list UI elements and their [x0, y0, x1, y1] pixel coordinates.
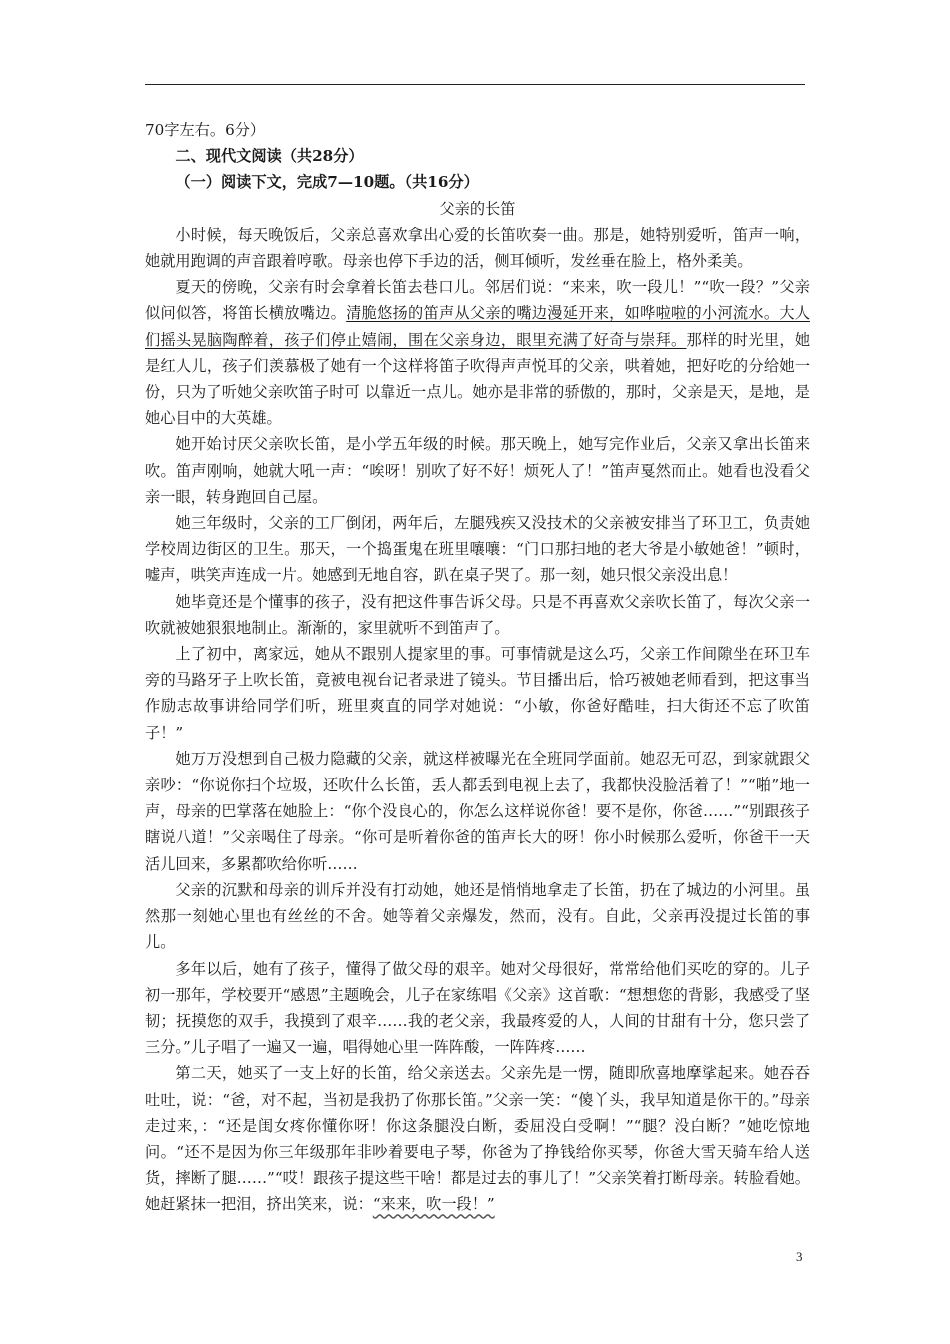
article-paragraph	[145, 746, 810, 877]
paragraph-text: 多年以后，她有了孩子，懂得了做父母的艰辛。她对父母很好，常常给他们买吃的穿的。儿子初一那年，学校要开“感恩”主题晚会，儿子在家练唱《父亲》这首歌：“想想您的背影，我感受了坚韧；抚摸您的双手，我摸到了艰辛……我的老父亲，我最疼爱的人，人间的甘甜有十分，您只尝了三分。”儿子唱了一遍又一遍，唱得她心里一阵阵酸，一阵阵疼……	[145, 959, 810, 1057]
article-paragraph	[145, 510, 810, 589]
page-content	[145, 117, 810, 1218]
subsection-heading: （一）阅读下文，完成7—10题。（共16分）	[175, 173, 479, 192]
paragraph-text: 她开始讨厌父亲吹长笛，是小学五年级的时候。那天晚上，她写完作业后，父亲又拿出长笛来吹。笛声刚响，她就大吼一声：“唉呀！别吹了好不好！烦死人了！”笛声戛然而止。她看也没看父亲一眼，转身跑回自己屋。	[145, 435, 810, 506]
paragraph-text: 她三年级时，父亲的工厂倒闭，两年后，左腿残疾又没技术的父亲被安排当了环卫工，负责她学校周边街区的卫生。那天，一个捣蛋鬼在班里嚷嚷：“门口那扫地的老大爷是小敏她爸！”顿时，嘘声，哄笑声连成一片。她感到无地自容，趴在桌子哭了。那一刻，她只恨父亲没出息！	[145, 514, 810, 585]
paragraph-text: 她毕竟还是个懂事的孩子，没有把这件事告诉父母。只是不再喜欢父亲吹长笛了，每次父亲一吹就被她狠狠地制止。渐渐的，家里就听不到笛声了。	[145, 592, 810, 637]
article-paragraph	[145, 589, 810, 641]
article-paragraph	[145, 641, 810, 746]
article-paragraph	[145, 274, 810, 431]
article-title: 父亲的长笛	[439, 199, 516, 218]
wavy-underlined-passage: “来来，吹一段！”	[372, 1195, 495, 1214]
page-number: 3	[796, 1249, 803, 1264]
article-body	[145, 222, 810, 1218]
paragraph-text: 父亲的沉默和母亲的训斥并没有打动她，她还是悄悄地拿走了长笛，扔在了城边的小河里。虽然那一刻她心里也有丝丝的不舍。她等着父亲爆发，然而，没有。自此，父亲再没提过长笛的事儿。	[145, 880, 810, 952]
article-paragraph	[145, 431, 810, 510]
paragraph-text: 上了初中，离家远，她从不跟别人提家里的事。可事情就是这么巧，父亲工作间隙坐在环卫车旁的马路牙子上吹长笛，竟被电视台记者录进了镜头。节目播出后，恰巧被她老师看到，把这事当作励志故事讲给同学们听，班里爽直的同学对她说：“小敏，你爸好酷哇，扫大街还不忘了吹笛子！”	[145, 645, 810, 742]
paragraph-text: 夏天的傍晚，父亲有时会拿着长笛去巷口儿。邻居们说：“来来，吹一段儿！”“吹一段？”父亲似问似答，将笛长横放嘴边。	[145, 278, 810, 323]
header-rule	[145, 84, 805, 85]
article-paragraph	[145, 956, 810, 1061]
article-paragraph	[145, 222, 810, 274]
paragraph-text: 小时候，每天晚饭后，父亲总喜欢拿出心爱的长笛吹奏一曲。那是，她特别爱听，笛声一响，她就用跑调的声音跟着哼歌。母亲也停下手边的活，侧耳倾听，发丝垂在脸上，格外柔美。	[145, 225, 810, 271]
article-paragraph	[145, 877, 810, 956]
section-heading: 二、现代文阅读（共28分）	[175, 147, 364, 166]
paragraph-text: 那样的时光里，她是红人儿，孩子们羡慕极了她有一个这样将笛子吹得声声悦耳的父亲，哄着她，把好吃的分给她一份，只为了听她父亲吹笛子时可 以靠近一点儿。她亦是非常的骄傲的，那时，父亲是天，是地，是她心目中的大英雄。	[145, 330, 811, 428]
paragraph-text: 她万万没想到自己极力隐藏的父亲，就这样被曝光在全班同学面前。她忍无可忍，到家就跟父亲吵：“你说你扫个垃圾，还吹什么长笛，丢人都丢到电视上去了，我都快没脸活着了！”“啪”地一声，母亲的巴掌落在她脸上：“你个没良心的，你怎么这样说你爸！要不是你，你爸……”“别跟孩子瞎说八道！”父亲喝住了母亲。“你可是听着你爸的笛声长大的呀！你小时候那么爱听，你爸干一天活儿回来，多累都吹给你听……	[145, 749, 810, 873]
underlined-passage: 清脆悠扬的笛声从父亲的嘴边漫延开来，如哗啦啦的小河流水。大人们摇头晃脑陶醉着，孩子们停止嬉闹，围在父亲身边，眼里充满了好奇与崇拜。	[145, 304, 811, 349]
paragraph-text: 第二天，她买了一支上好的长笛，给父亲送去。父亲先是一愣，随即欣喜地摩挲起来。她吞吞吐吐，说：“爸，对不起，当初是我扔了你那长笛。”父亲一笑：“傻丫头，我早知道是你干的。”母亲走过来，：“还是闺女疼你懂你呀！你这条腿没白断，委屈没白受啊！”“腿？没白断？”她吃惊地问。“还不是因为你三年级那年非吵着要电子琴，你爸为了挣钱给你买琴，你爸大雪天骑车给人送货，摔断了腿……”“哎！跟孩子提这些干啥！都是过去的事儿了！”父亲笑着打断母亲。转脸看她。她赶紧抹一把泪，挤出笑来，说：	[145, 1064, 810, 1214]
lead-line: 70字左右。6分）	[145, 121, 266, 139]
article-paragraph	[145, 1060, 810, 1217]
